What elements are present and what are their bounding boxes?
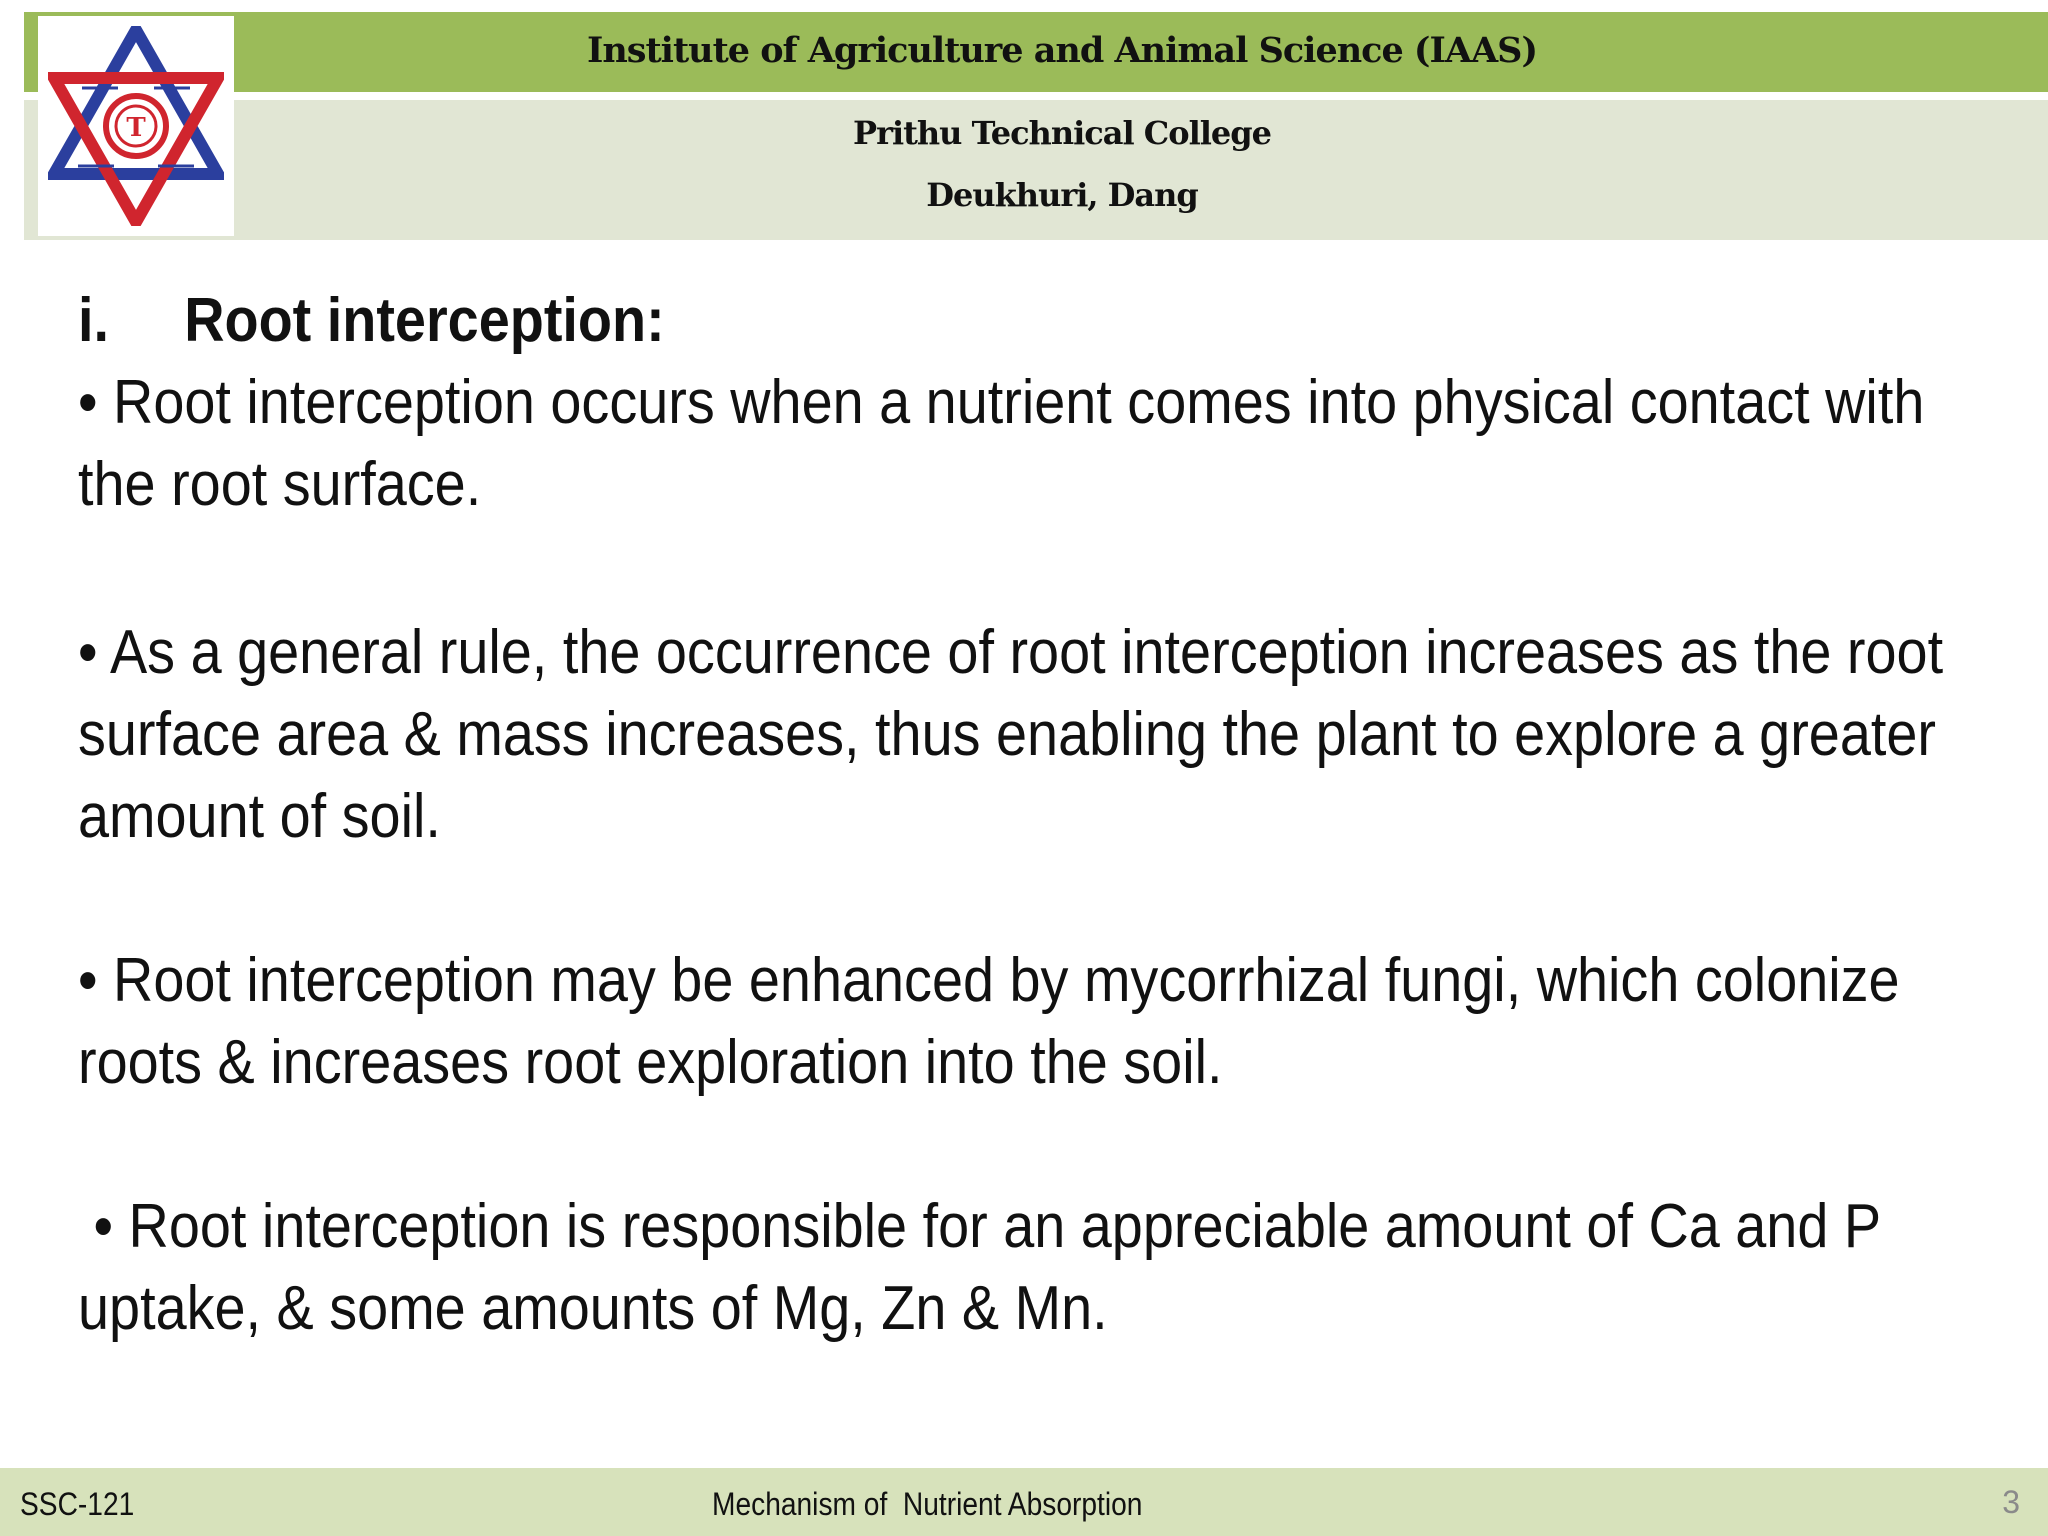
slide-title: [78, 285, 665, 356]
bullet-point-1: • Root interception occurs when a nutrient comes into physical contact with the root surface.: [78, 368, 1925, 519]
svg-text:T: T: [126, 113, 146, 143]
footer-title: Mechanism of Nutrient Absorption: [712, 1486, 1143, 1522]
tribhuvan-university-star-emblem-icon: [48, 26, 224, 226]
bullet-point-4: • Root interception is responsible for an appreciable amount of Ca and P uptake, & some amounts of Mg, Zn & Mn.: [78, 1192, 1896, 1343]
college-name: Prithu Technical College: [853, 114, 1271, 152]
slide-title-text: Root interception:: [184, 286, 665, 355]
footer-bar: [0, 1468, 2048, 1536]
header-banner: [24, 12, 2048, 92]
slide-title-number: i.: [78, 286, 110, 355]
page-number: 3: [2002, 1484, 2020, 1520]
college-location: Deukhuri, Dang: [926, 176, 1198, 214]
bullet-point-3: • Root interception may be enhanced by mycorrhizal fungi, which colonize roots & increases root exploration into the soil.: [78, 946, 1900, 1097]
logo: [38, 16, 234, 236]
course-code: SSC-121: [20, 1486, 135, 1522]
bullet-point-2: • As a general rule, the occurrence of root interception increases as the root surface area & mass increases, thus enabling the plant to explore a greater amount of soil.: [78, 618, 1944, 851]
header-subbanner: [24, 100, 2048, 240]
institute-name: Institute of Agriculture and Animal Science (IAAS): [586, 30, 1538, 71]
